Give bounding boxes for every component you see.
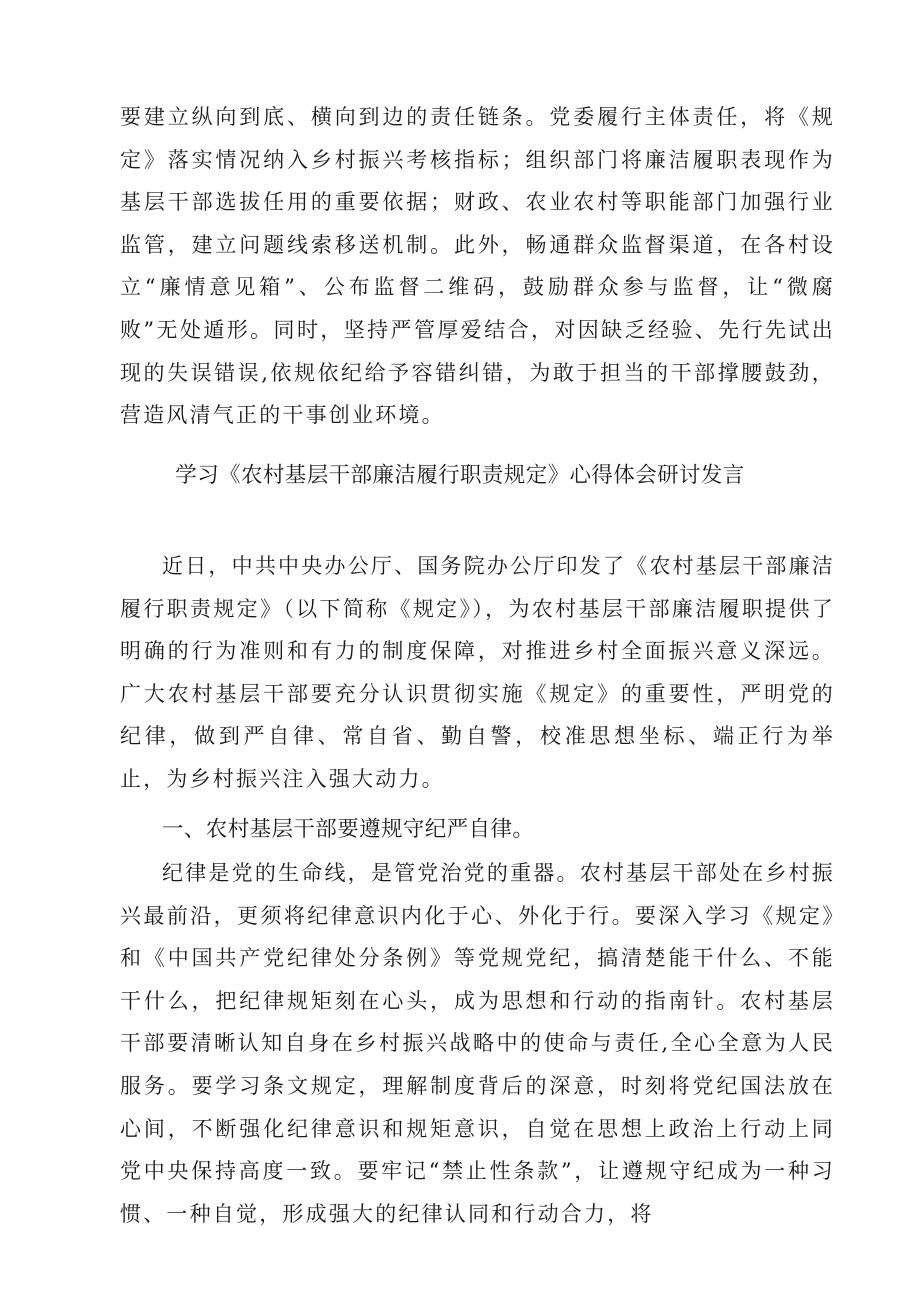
intro-paragraph: 近日，中共中央办公厅、国务院办公厅印发了《农村基层干部廉洁履行职责规定》（以下简称《规定》），为农村基层干部廉洁履职提供了明确的行为准则和有力的制度保障，对推进乡村全面振兴意义深远。广大农村基层干部要充分认识贯彻实施《规定》的重要性，严明党的纪律，做到严自律、常自省、勤自警，校准思想坐标、端正行为举止，为乡村振兴注入强大动力。 (120, 554, 835, 791)
document-title: 学习《农村基层干部廉洁履行职责规定》心得体会研讨发言 (175, 463, 745, 488)
continuation-paragraph-block (120, 96, 835, 437)
continuation-paragraph: 要建立纵向到底、横向到边的责任链条。党委履行主体责任，将《规定》落实情况纳入乡村振兴考核指标；组织部门将廉洁履职表现作为基层干部选拔任用的重要依据；财政、农业农村等职能部门加强行业监管，建立问题线索移送机制。此外，畅通群众监督渠道，在各村设立“廉情意见箱”、公布监督二维码，鼓励群众参与监督，让“微腐败”无处遁形。同时，坚持严管厚爱结合，对因缺乏经验、先行先试出现的失误错误,依规依纪给予容错纠错，为敢于担当的干部撑腰鼓劲，营造风清气正的干事创业环境。 (120, 105, 835, 428)
section-1-heading: 一、农村基层干部要遵规守纪严自律。 (162, 817, 535, 842)
section-1-paragraph-block (120, 852, 835, 1235)
section-1-paragraph: 纪律是党的生命线，是管党治党的重器。农村基层干部处在乡村振兴最前沿，更须将纪律意识内化于心、外化于行。要深入学习《规定》和《中国共产党纪律处分条例》等党规党纪，搞清楚能干什么、不能干什么，把纪律规矩刻在心头，成为思想和行动的指南针。农村基层干部要清晰认知自身在乡村振兴战略中的使命与责任,全心全意为人民服务。要学习条文规定，理解制度背后的深意，时刻将党纪国法放在心间，不断强化纪律意识和规矩意识，自觉在思想上政治上行动上同党中央保持高度一致。要牢记“禁止性条款”，让遵规守纪成为一种习惯、一种自觉，形成强大的纪律认同和行动合力，将 (120, 861, 835, 1226)
intro-paragraph-block (120, 545, 835, 801)
